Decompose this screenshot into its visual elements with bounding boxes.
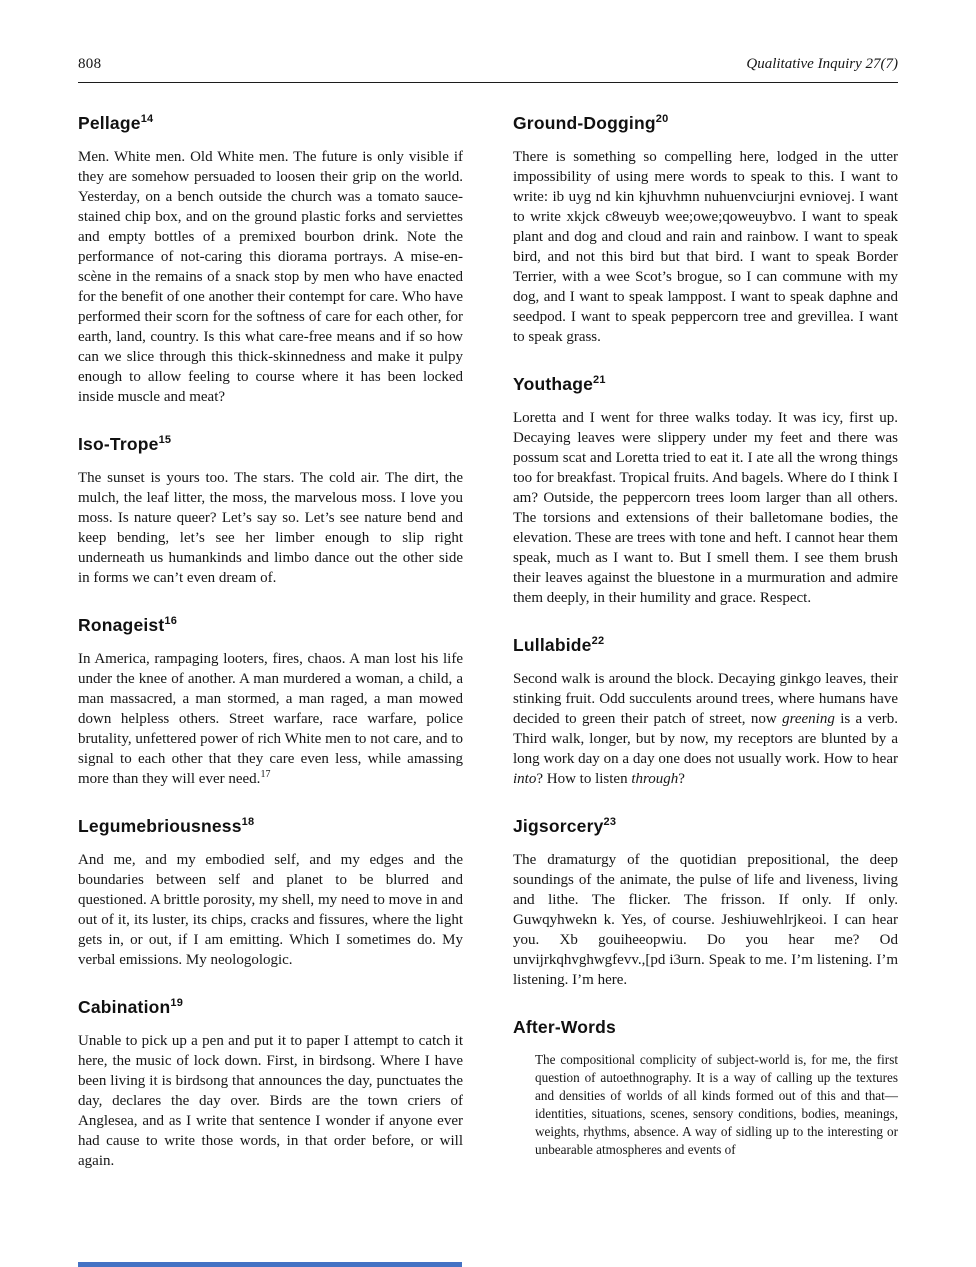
section-title-legumebriousness <box>78 816 463 837</box>
footnote-marker: 16 <box>164 615 178 628</box>
section-body-ronageist: In America, rampaging looters, fires, chaos. A man lost his life under the knee of another. A man murdered a woman, a child, a man massacred, a man stormed, a man raged, a man mowed down helpless others. Street warfare, race warfare, police brutality, unfettered power of rich White men to not care, and to signal to each other that they care even less, while amassing more than they will ever need.$^{17}$ <box>78 651 463 787</box>
section-body-ground-dogging: There is something so compelling here, lodged in the utter impossibility of using mere words to speak to this. I want to write: ib uyg nd kin kjhuvhmn nuhuenvciurjni evniovej. I want to write xkjck c8weuyb wee;owe;qoweuybvo. I want to speak plant and dog and cloud and rain and rainbow. I want to speak bird, and not this bird but that bird. I want to speak Border Terrier, with a wee Scot’s brogue, so I can commune with my dog, and I want to speak lamppost. I want to speak daphne and seedpod. I want to speak peppercorn tree and grevillea. I want to speak grass. <box>513 149 898 345</box>
section-title-text: After-Words <box>513 1017 616 1037</box>
section-title-lullabide <box>513 635 898 656</box>
section-title-ronageist <box>78 615 463 636</box>
footnote-marker: 18 <box>241 816 255 829</box>
section-body-legumebriousness: And me, and my embodied self, and my edges and the boundaries between self and planet to be blurred and questioned. A brittle porosity, my shell, my need to move in and out of it, its luster, its chips, cracks and fissures, where the light gets in, or out, if I am emitting. Which I sometimes do. My verbal emissions. My neologologic. <box>78 852 463 968</box>
section-ronageist <box>78 615 463 789</box>
section-ground-dogging <box>513 113 898 347</box>
footnote-marker: 21 <box>593 374 606 387</box>
section-youthage <box>513 374 898 608</box>
section-title-text: Lullabide <box>513 635 592 655</box>
footnote-marker: 14 <box>140 113 154 126</box>
section-body-after-words: The compositional complicity of subject-world is, for me, the first question of autoethnography. It is a way of calling up the textures and densities of worlds of all kinds formed out of this and that—identities, situations, scenes, sensory conditions, bodies, meanings, weights, rhythms, absence. A way of sidling up to the interesting or unbearable atmospheres and events of <box>535 1052 898 1157</box>
section-title-text: Pellage <box>78 113 141 133</box>
section-title-text: Jigsorcery <box>513 816 604 836</box>
two-column-body <box>78 113 898 1171</box>
section-after-words <box>513 1017 898 1159</box>
section-title-cabination <box>78 997 463 1018</box>
section-title-text: Ronageist <box>78 615 165 635</box>
section-iso-trope <box>78 434 463 588</box>
section-title-after-words <box>513 1017 898 1038</box>
right-column <box>513 113 898 1171</box>
left-column <box>78 113 463 1171</box>
section-pellage <box>78 113 463 407</box>
section-lullabide <box>513 635 898 789</box>
section-jigsorcery <box>513 816 898 990</box>
journal-reference: Qualitative Inquiry 27(7) <box>746 56 898 72</box>
page-number: 808 <box>78 56 102 72</box>
section-title-text: Iso-Trope <box>78 434 159 454</box>
section-title-youthage <box>513 374 898 395</box>
header-rule <box>78 82 898 83</box>
section-cabination <box>78 997 463 1171</box>
section-body-youthage: Loretta and I went for three walks today. It was icy, first up. Decaying leaves were slippery under my feet and there was possum scat and Loretta tried to eat it. I ate all the wrong things too for breakfast. Tropical fruits. And bagels. Where do I think I am? Outside, the peppercorn trees loom larger than all others. The torsions and extensions of their balletomane bodies, the elevation. These are trees with tone and heft. I cannot hear them speak, much as I want to. But I smell them. I see them brush their leaves against the bluestone in a murmuration and admire them deeply, in their humility and grace. Respect. <box>513 410 898 606</box>
section-body-cabination: Unable to pick up a pen and put it to paper I attempt to catch it here, the music of lock down. First, in birdsong. Where I have been living it is birdsong that announces the day, punctuates the day, declares the day over. Birds are the town criers of Anglesea, and as I write that sentence I wonder if anyone ever had cause to write those words, in that order before, or will again. <box>78 1033 463 1169</box>
footnote-marker: 23 <box>603 816 617 829</box>
footnote-marker: 22 <box>591 635 605 648</box>
section-body-lullabide: Second walk is around the block. Decaying ginkgo leaves, their stinking fruit. Odd succulents around trees, where humans have decided to green their patch of street, now greening is a verb. Third walk, longer, but by now, my receptors are blunted by a long work day on a day one does not usually work. How to hear into? How to listen through? <box>513 671 898 787</box>
footnote-marker: 20 <box>655 113 669 126</box>
section-title-iso-trope <box>78 434 463 455</box>
section-title-text: Legumebriousness <box>78 816 242 836</box>
section-title-text: Youthage <box>513 374 594 394</box>
footnote-marker: 19 <box>170 997 184 1010</box>
bottom-blue-bar <box>78 1262 462 1267</box>
section-legumebriousness <box>78 816 463 970</box>
running-header <box>78 56 898 73</box>
section-title-ground-dogging <box>513 113 898 134</box>
section-title-text: Ground-Dogging <box>513 113 656 133</box>
footnote-marker: 15 <box>158 434 172 447</box>
section-title-text: Cabination <box>78 997 171 1017</box>
section-body-pellage: Men. White men. Old White men. The future is only visible if they are somehow persuaded to loosen their grip on the world. Yesterday, on a bench outside the church was a tomato sauce-stained chip box, and on the ground plastic forks and serviettes and empty bottles of a premixed bourbon drink. Note the performance of not-caring this diorama portrays. A mise-en-scène in the remains of a snack stop by men who have enacted for the benefit of one another their contempt for care. Who have performed their scorn for the softness of care for each other, for earth, land, country. Is this what care-free means and if so how can we slice through this thick-skinnedness and make it pulpy enough to allow feeling to course where it has been locked inside muscle and meat? <box>78 149 463 405</box>
section-title-jigsorcery <box>513 816 898 837</box>
section-title-pellage <box>78 113 463 134</box>
section-body-iso-trope: The sunset is yours too. The stars. The cold air. The dirt, the mulch, the leaf litter, the moss, the marvelous moss. I love you moss. Is nature queer? Let’s say so. Let’s see nature bend and keep bending, let’s see her limber enough to slip right underneath us humankinds and limbo dance out the other side in forms we can’t even dream of. <box>78 470 463 586</box>
section-body-jigsorcery: The dramaturgy of the quotidian prepositional, the deep soundings of the animate, the pulse of life and liveness, living and lithe. The flicker. The frisson. If only. If only. Guwqyhwekn k. Yes, of course. Jeshiuwehlrjkeoi. I can hear you. Xb gouiheeopwiu. Do you hear me? Od unvijrkqhvghwgfevv.,[pd i3urn. Speak to me. I’m listening. I’m listening. I’m here. <box>513 852 898 988</box>
